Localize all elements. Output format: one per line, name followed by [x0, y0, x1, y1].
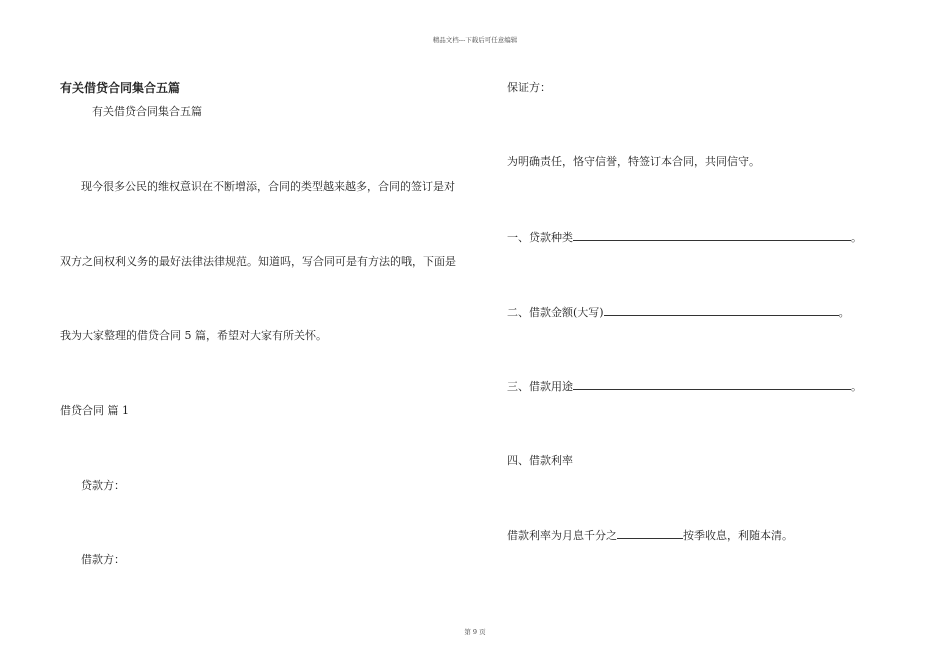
clause-end-period: 。: [851, 380, 862, 393]
clause-loan-use: [507, 379, 862, 394]
borrower-label: 借款方：: [81, 553, 125, 566]
clause-end-period: 。: [838, 306, 850, 319]
clause-loan-type-label: 一、贷款种类: [507, 231, 573, 244]
section-heading: 借贷合同 篇 1: [60, 404, 129, 417]
clause-loan-amount: [507, 305, 850, 320]
clause-loan-type: [507, 230, 862, 245]
page-header: 精品文档---下载后可任意编辑: [432, 36, 518, 44]
clause-loan-use-label: 三、借款用途: [507, 380, 573, 393]
intro-line-3: 我为大家整理的借贷合同 5 篇，希望对大家有所关怀。: [60, 329, 327, 342]
clause-end-period: 。: [851, 231, 862, 244]
interest-rate-sentence: [507, 528, 793, 543]
loan-type-blank: [573, 230, 851, 241]
interest-rate-suffix: 按季收息，利随本清。: [683, 529, 793, 542]
document-title: 有关借贷合同集合五篇: [60, 81, 181, 95]
loan-amount-blank: [604, 305, 839, 316]
lender-label: 贷款方：: [81, 479, 125, 492]
document-subtitle: 有关借贷合同集合五篇: [92, 105, 202, 118]
clause-interest-rate: 四、借款利率: [507, 454, 573, 467]
page-footer: 第 9 页: [464, 628, 486, 636]
clause-loan-amount-label: 二、借款金额(大写): [507, 306, 604, 319]
guarantor-label: 保证方：: [507, 81, 551, 94]
interest-rate-prefix: 借款利率为月息千分之: [507, 529, 617, 542]
intro-line-1: 现今很多公民的维权意识在不断增添，合同的类型越来越多，合同的签订是对: [81, 180, 455, 193]
loan-use-blank: [573, 379, 851, 390]
intro-line-2: 双方之间权利义务的最好法律法律规范。知道吗，写合同可是有方法的哦，下面是: [60, 255, 456, 268]
interest-rate-blank: [617, 528, 683, 539]
purpose-statement: 为明确责任，恪守信誉，特签订本合同，共同信守。: [507, 155, 760, 168]
